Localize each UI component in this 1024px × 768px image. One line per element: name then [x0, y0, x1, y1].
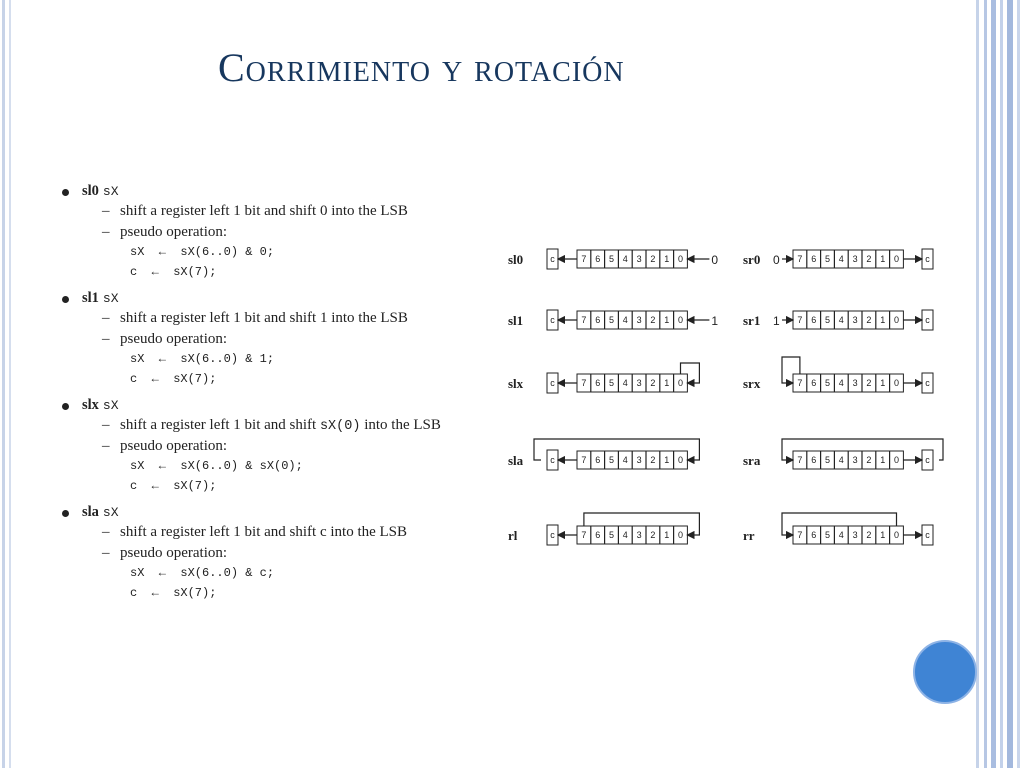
bit-label: 7: [581, 378, 587, 388]
op-label-sr0: sr0: [743, 252, 761, 267]
bit-label: 1: [664, 530, 670, 540]
instruction-operand: sX: [102, 398, 119, 413]
bit-label: 5: [824, 315, 831, 325]
bit-label: 5: [824, 254, 831, 264]
bit-label: 6: [811, 315, 817, 325]
bit-label: 7: [797, 254, 803, 264]
bit-label: 3: [852, 378, 858, 388]
code-line: sX ← sX(6..0) & sX(0);: [130, 459, 303, 473]
op-label-srx: srx: [743, 376, 761, 391]
pseudo-label: pseudo operation:: [120, 545, 228, 561]
instruction-list: [60, 183, 500, 611]
bit-label: 2: [650, 530, 656, 540]
desc-code: sX(0): [319, 419, 361, 434]
carry-label: c: [925, 455, 930, 465]
bit-label: 1: [664, 254, 670, 264]
bit-label: 0: [893, 455, 900, 465]
bit-label: 4: [838, 378, 844, 388]
instruction-description: shift a register left 1 bit and shift c into the LSB: [120, 524, 408, 540]
bit-label: 3: [852, 530, 858, 540]
decorative-circle-icon: [913, 640, 977, 704]
bit-label: 1: [880, 378, 886, 388]
bit-label: 5: [608, 530, 615, 540]
bit-label: 4: [838, 315, 844, 325]
op-label-rl: rl: [508, 528, 518, 543]
input-zero-label: 0: [773, 253, 780, 267]
right-border: [976, 0, 1024, 768]
bullet-icon: [62, 403, 69, 410]
bit-label: 5: [608, 315, 615, 325]
bit-label: 7: [581, 455, 587, 465]
instruction-operand: sX: [102, 505, 119, 520]
bit-label: 5: [824, 455, 831, 465]
bit-label: 7: [797, 530, 803, 540]
bullet-icon: [62, 189, 69, 196]
instruction-name: sl1: [82, 290, 99, 306]
bit-label: 0: [677, 455, 684, 465]
bit-label: 7: [797, 315, 803, 325]
bit-label: 0: [893, 315, 900, 325]
bit-label: 4: [838, 530, 844, 540]
bit-label: 2: [866, 455, 872, 465]
bit-label: 1: [880, 254, 886, 264]
carry-label: c: [550, 455, 555, 465]
desc-pre: shift a register left 1 bit and shift: [120, 417, 320, 433]
bit-label: 2: [866, 530, 872, 540]
bit-label: 2: [650, 254, 656, 264]
bit-label: 4: [838, 254, 844, 264]
bit-label: 2: [650, 315, 656, 325]
slide-title: Corrimiento y rotación: [218, 45, 625, 90]
bit-label: 6: [595, 378, 601, 388]
instruction-sl0: sl0 sX – shift a register left 1 bit and shift 0 into the LSB – pseudo operation: sX ← sX(6..0) & 0; c ← sX(7);: [60, 183, 500, 285]
code-line: sX ← sX(6..0) & c;: [130, 566, 275, 580]
pseudo-label: pseudo operation:: [120, 331, 228, 347]
bit-label: 3: [852, 254, 858, 264]
bit-label: 7: [581, 315, 587, 325]
bit-label: 0: [893, 378, 900, 388]
bit-label: 6: [811, 254, 817, 264]
bit-label: 4: [622, 530, 628, 540]
op-label-sr1: sr1: [743, 313, 761, 328]
carry-label: c: [925, 254, 930, 264]
instruction-operand: sX: [102, 291, 119, 306]
bit-label: 1: [880, 455, 886, 465]
bit-label: 3: [636, 455, 642, 465]
bit-label: 7: [581, 530, 587, 540]
bit-label: 5: [824, 378, 831, 388]
bit-label: 1: [664, 315, 670, 325]
carry-label: c: [925, 530, 930, 540]
bit-label: 1: [880, 315, 886, 325]
bit-label: 2: [866, 378, 872, 388]
instruction-name: sla: [82, 504, 99, 520]
code-line: c ← sX(7);: [130, 586, 217, 600]
carry-label: c: [550, 254, 555, 264]
bit-label: 5: [608, 254, 615, 264]
desc-post: into the LSB: [360, 417, 441, 433]
code-line: c ← sX(7);: [130, 479, 217, 493]
op-label-sla: sla: [508, 453, 524, 468]
input-one-label: 1: [773, 314, 780, 328]
bit-label: 4: [838, 455, 844, 465]
bit-label: 7: [581, 254, 587, 264]
bit-label: 3: [636, 378, 642, 388]
op-label-rr: rr: [743, 528, 755, 543]
input-one-label: 1: [711, 314, 719, 328]
instruction-sl1: sl1 sX – shift a register left 1 bit and shift 1 into the LSB – pseudo operation: sX ← sX(6..0) & 1; c ← sX(7);: [60, 290, 500, 392]
bit-label: 6: [595, 315, 601, 325]
instruction-name: slx: [82, 397, 99, 413]
carry-label: c: [550, 378, 555, 388]
op-label-slx: slx: [508, 376, 524, 391]
left-border: [0, 0, 14, 768]
op-label-sl1: sl1: [508, 313, 524, 328]
carry-label: c: [925, 315, 930, 325]
bullet-icon: [62, 296, 69, 303]
code-line: sX ← sX(6..0) & 1;: [130, 352, 275, 366]
bit-label: 2: [650, 378, 656, 388]
bit-label: 2: [650, 455, 656, 465]
bit-label: 3: [636, 315, 642, 325]
bit-label: 1: [664, 378, 670, 388]
bit-label: 3: [852, 455, 858, 465]
instruction-description: shift a register left 1 bit and shift 0 into the LSB: [120, 203, 408, 219]
pseudo-label: pseudo operation:: [120, 438, 228, 454]
carry-label: c: [550, 315, 555, 325]
bullet-icon: [62, 510, 69, 517]
code-line: sX ← sX(6..0) & 0;: [130, 245, 275, 259]
bit-label: 6: [811, 455, 817, 465]
bit-label: 0: [893, 530, 900, 540]
bit-label: 6: [595, 530, 601, 540]
bit-label: 1: [664, 455, 670, 465]
bit-label: 2: [866, 315, 872, 325]
carry-label: c: [550, 530, 555, 540]
bit-label: 5: [608, 455, 615, 465]
bit-label: 0: [677, 378, 684, 388]
instruction-name: sl0: [82, 183, 99, 199]
instruction-sla: sla sX – shift a register left 1 bit and shift c into the LSB – pseudo operation: sX ← sX(6..0) & c; c ← sX(7);: [60, 504, 500, 606]
bit-label: 7: [797, 378, 803, 388]
pseudo-label: pseudo operation:: [120, 224, 228, 240]
bit-label: 3: [636, 530, 642, 540]
instruction-description: shift a register left 1 bit and shift 1 into the LSB: [120, 310, 408, 326]
bit-label: 6: [595, 455, 601, 465]
instruction-operand: sX: [102, 184, 119, 199]
input-zero-label: 0: [711, 253, 719, 267]
bit-label: 0: [677, 530, 684, 540]
code-line: c ← sX(7);: [130, 265, 217, 279]
bit-label: 6: [811, 530, 817, 540]
bit-label: 1: [880, 530, 886, 540]
op-label-sra: sra: [743, 453, 761, 468]
bit-label: 6: [595, 254, 601, 264]
bit-label: 4: [622, 455, 628, 465]
bit-label: 0: [893, 254, 900, 264]
op-label-sl0: sl0: [508, 252, 524, 267]
bit-label: 4: [622, 378, 628, 388]
shift-rotate-diagram: [505, 235, 965, 565]
bit-label: 4: [622, 254, 628, 264]
bit-label: 3: [852, 315, 858, 325]
bit-label: 4: [622, 315, 628, 325]
bit-label: 3: [636, 254, 642, 264]
carry-label: c: [925, 378, 930, 388]
bit-label: 5: [824, 530, 831, 540]
bit-label: 2: [866, 254, 872, 264]
bit-label: 0: [677, 315, 684, 325]
bit-label: 6: [811, 378, 817, 388]
instruction-slx: slx sX – shift a register left 1 bit and shift sX(0) into the LSB – pseudo operation: sX ← sX(6..0) & sX(0); c ← sX(7);: [60, 397, 500, 499]
bit-label: 7: [797, 455, 803, 465]
bit-label: 0: [677, 254, 684, 264]
bit-label: 5: [608, 378, 615, 388]
code-line: c ← sX(7);: [130, 372, 217, 386]
